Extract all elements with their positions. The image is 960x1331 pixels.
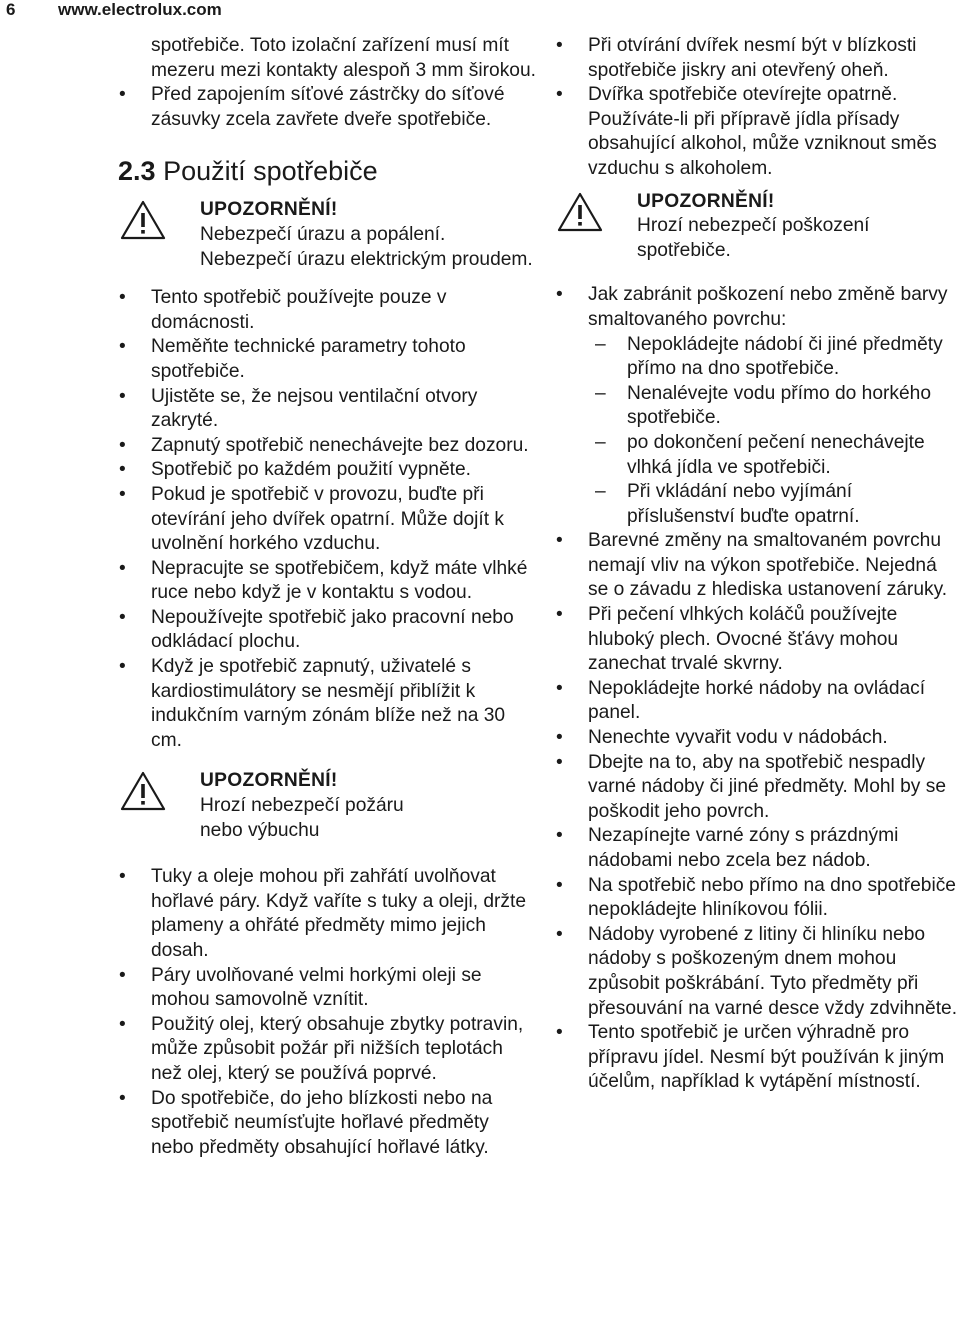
warning-title: UPOZORNĚNÍ! bbox=[637, 190, 775, 212]
sub-list-item: – Při vkládání nebo vyjímání příslušenství buďte opatrní. bbox=[555, 480, 960, 529]
warning-box bbox=[555, 190, 960, 264]
list-item: • Na spotřebič nebo přímo na dno spotřebiče nepokládejte hliníkovou fólii. bbox=[555, 874, 960, 923]
warning-title: UPOZORNĚNÍ! bbox=[200, 199, 338, 221]
warning-triangle-icon bbox=[557, 192, 603, 232]
list-item: • Nádoby vyrobené z litiny či hliníku nebo nádoby s poškozeným dnem mohou způsobit poškrábání. Tyto předměty při přesouvání na varné desce vždy zdvihněte. bbox=[555, 923, 960, 1021]
list-item: • Tuky a oleje mohou při zahřátí uvolňovat hořlavé páry. Když vaříte s tuky a oleji, držte plameny a ohřáté předměty mimo jejich dosah. bbox=[118, 865, 536, 963]
section-title: Použití spotřebiče bbox=[163, 156, 378, 187]
list-item: • Jak zabránit poškození nebo změně barvy smaltovaného povrchu: bbox=[555, 283, 960, 332]
page-number: 6 bbox=[6, 0, 16, 19]
list-item: • Když je spotřebič zapnutý, uživatelé s kardiostimulátory se nesmějí přiblížit k indukčním varným zónám blíže než na 30 cm. bbox=[118, 655, 536, 753]
intro-text: spotřebiče. Toto izolační zařízení musí mít mezeru mezi kontakty alespoň 3 mm širokou. bbox=[151, 35, 536, 81]
list-item: • Neměňte technické parametry tohoto spotřebiče. bbox=[118, 335, 536, 384]
list-item: • Při otvírání dvířek nesmí být v blízkosti spotřebiče jiskry ani otevřený oheň. bbox=[555, 34, 960, 83]
section-heading bbox=[118, 154, 536, 188]
list-item: • Tento spotřebič používejte pouze v domácnosti. bbox=[118, 286, 536, 335]
list-item: • Při pečení vlhkých koláčů používejte hluboký plech. Ovocné šťávy mohou zanechat trvalé skvrny. bbox=[555, 603, 960, 677]
warning-text: Nebezpečí úrazu a popálení. Nebezpečí úrazu elektrickým proudem. bbox=[200, 223, 533, 270]
warning-triangle-icon bbox=[120, 771, 166, 811]
list-item: • Do spotřebiče, do jeho blízkosti nebo na spotřebič neumísťujte hořlavé předměty nebo předměty obsahující hořlavé látky. bbox=[118, 1087, 536, 1161]
warning-text: Hrozí nebezpečí požáru nebo výbuchu bbox=[200, 795, 404, 841]
list-item: • Nenechte vyvařit vodu v nádobách. bbox=[555, 726, 960, 751]
list-item: • Barevné změny na smaltovaném povrchu nemají vliv na výkon spotřebiče. Nejedná se o závadu z hlediska ustanovení záruky. bbox=[555, 529, 960, 603]
list-item: • Nepoužívejte spotřebič jako pracovní nebo odkládací plochu. bbox=[118, 606, 536, 655]
list-item: • Pokud je spotřebič v provozu, buďte při otevírání jeho dvířek opatrní. Může dojít k uvolnění horkého vzduchu. bbox=[118, 483, 536, 557]
sub-list-item: – po dokončení pečení nenechávejte vlhká jídla ve spotřebiči. bbox=[555, 431, 960, 480]
list-item: • Dbejte na to, aby na spotřebič nespadly varné nádoby či jiné předměty. Mohl by se poškodit jeho povrch. bbox=[555, 751, 960, 825]
warning-box bbox=[118, 769, 536, 843]
list-item: • Před zapojením síťové zástrčky do síťové zásuvky zcela zavřete dveře spotřebiče. bbox=[118, 83, 536, 132]
left-column bbox=[118, 34, 536, 1160]
list-item: • Nezapínejte varné zóny s prázdnými nádobami nebo zcela bez nádob. bbox=[555, 824, 960, 873]
list-item: • Tento spotřebič je určen výhradně pro přípravu jídel. Nesmí být používán k jiným účelům, například k vytápění místností. bbox=[555, 1021, 960, 1095]
list-item: • Nepokládejte horké nádoby na ovládací panel. bbox=[555, 677, 960, 726]
list-item: • Dvířka spotřebiče otevírejte opatrně. Používáte-li při přípravě jídla přísady obsahující alkohol, může vzniknout směs vzduchu s alkoholem. bbox=[555, 83, 960, 181]
section-number: 2.3 bbox=[118, 156, 156, 187]
right-column bbox=[555, 34, 960, 1095]
warning-title: UPOZORNĚNÍ! bbox=[200, 770, 338, 792]
list-item: • Spotřebič po každém použití vypněte. bbox=[118, 458, 536, 483]
sub-list-item: – Nepokládejte nádobí či jiné předměty přímo na dno spotřebiče. bbox=[555, 333, 960, 382]
list-item: • Použitý olej, který obsahuje zbytky potravin, může způsobit požár při nižších teplotách než olej, který se používá poprvé. bbox=[118, 1013, 536, 1087]
list-item: • Zapnutý spotřebič nenechávejte bez dozoru. bbox=[118, 434, 536, 459]
warning-box bbox=[118, 198, 536, 272]
sub-list-item: – Nenalévejte vodu přímo do horkého spotřebiče. bbox=[555, 382, 960, 431]
list-item: • Nepracujte se spotřebičem, když máte vlhké ruce nebo když je v kontaktu s vodou. bbox=[118, 557, 536, 606]
list-item: • Ujistěte se, že nejsou ventilační otvory zakryté. bbox=[118, 385, 536, 434]
warning-triangle-icon bbox=[120, 200, 166, 240]
list-item: • Páry uvolňované velmi horkými oleji se mohou samovolně vznítit. bbox=[118, 964, 536, 1013]
warning-text: Hrozí nebezpečí poškození spotřebiče. bbox=[637, 215, 870, 261]
site-url: www.electrolux.com bbox=[58, 0, 222, 19]
